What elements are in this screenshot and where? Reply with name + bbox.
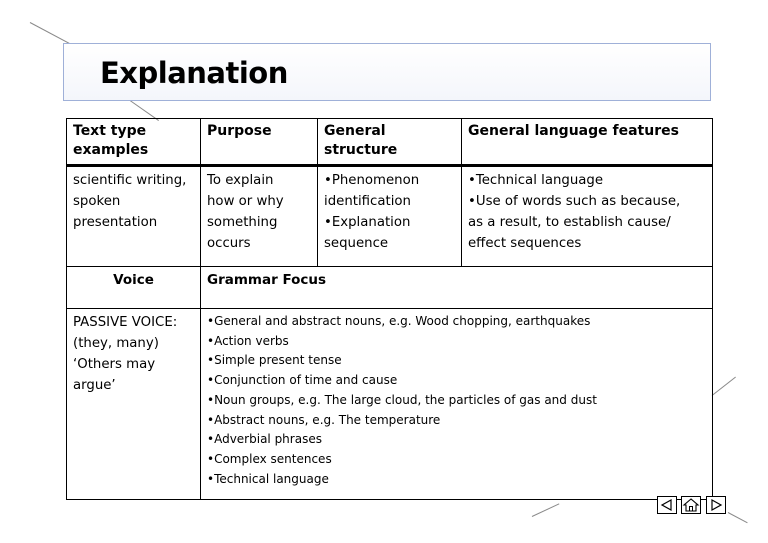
explanation-table [66, 118, 713, 500]
cell-line: To explain [207, 173, 274, 188]
header-cell: General structure [318, 119, 462, 166]
cell-line: •Noun groups, e.g. The large cloud, the particles of gas and dust [207, 392, 597, 407]
table-header-row [67, 119, 713, 166]
cell-line: PASSIVE VOICE: [73, 315, 178, 330]
cell-line: •Action verbs [207, 333, 289, 348]
triangle-left-icon [658, 497, 676, 513]
cell-line: •Abstract nouns, e.g. The temperature [207, 412, 441, 427]
cell-line: scientific writing, [73, 173, 187, 188]
decorative-line [728, 512, 748, 523]
features-cell [462, 166, 713, 267]
title-banner [63, 43, 711, 101]
cell-line: occurs [207, 236, 251, 251]
decorative-line [532, 503, 560, 517]
triangle-right-icon [707, 497, 725, 513]
cell-line: •Explanation [324, 215, 411, 230]
decorative-line [712, 377, 736, 396]
cell-line: sequence [324, 236, 389, 251]
cell-line: •Conjunction of time and cause [207, 373, 398, 388]
grammar-focus-heading: Grammar Focus [201, 267, 713, 309]
home-icon [682, 497, 700, 513]
header-cell: Purpose [201, 119, 318, 166]
cell-line: ‘Others may [73, 357, 156, 372]
cell-line: •Use of words such as because, [468, 194, 681, 209]
grammar-focus-cell [201, 309, 713, 500]
cell-line: identification [324, 194, 411, 209]
voice-heading: Voice [67, 267, 201, 309]
cell-line: presentation [73, 215, 158, 230]
cell-line: •Adverbial phrases [207, 432, 322, 447]
cell-line: spoken [73, 194, 121, 209]
cell-line: something [207, 215, 278, 230]
purpose-cell [201, 166, 318, 267]
cell-line: argue’ [73, 378, 116, 393]
header-cell: General language features [462, 119, 713, 166]
cell-line: •General and abstract nouns, e.g. Wood chopping, earthquakes [207, 314, 591, 328]
previous-slide-button[interactable] [657, 496, 677, 514]
cell-line: •Technical language [207, 471, 329, 486]
cell-line: how or why [207, 194, 284, 209]
voice-cell [67, 309, 201, 500]
header-cell: Text type examples [67, 119, 201, 166]
table-row [67, 309, 713, 500]
table-row [67, 267, 713, 309]
cell-line: effect sequences [468, 236, 582, 251]
cell-line: •Simple present tense [207, 353, 342, 368]
cell-line: as a result, to establish cause/ [468, 215, 671, 230]
home-button[interactable] [681, 496, 701, 514]
page-title: Explanation [100, 56, 288, 90]
table-row [67, 166, 713, 267]
cell-line: •Phenomenon [324, 173, 420, 188]
next-slide-button[interactable] [706, 496, 726, 514]
examples-cell [67, 166, 201, 267]
cell-line: •Technical language [468, 173, 604, 188]
cell-line: (they, many) [73, 336, 159, 351]
cell-line: •Complex sentences [207, 451, 332, 466]
structure-cell [318, 166, 462, 267]
